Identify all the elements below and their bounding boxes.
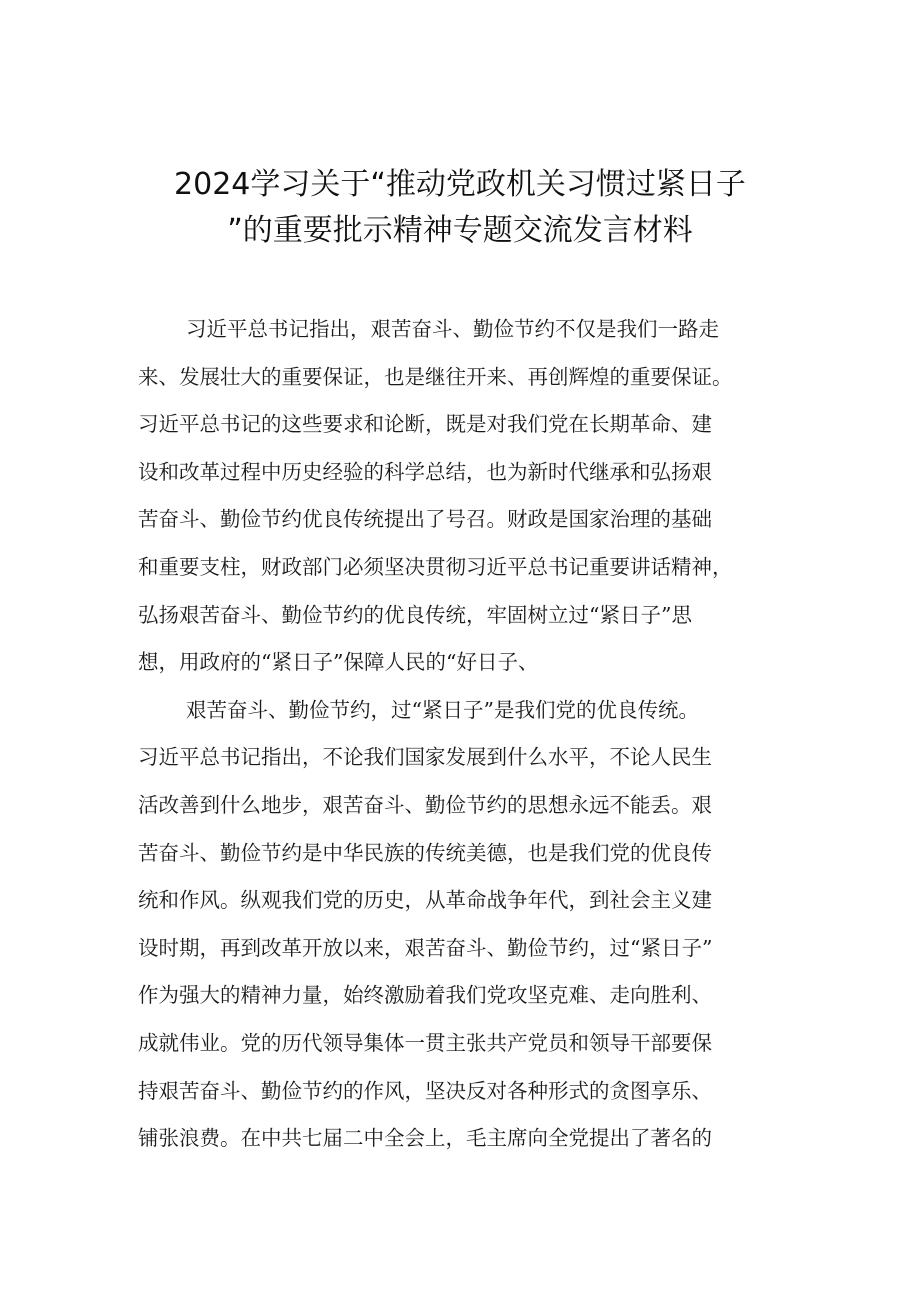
document-body — [138, 306, 798, 1163]
paragraph-line: 习近平总书记指出，艰苦奋斗、勤俭节约不仅是我们一路走 — [186, 317, 719, 341]
document-title — [120, 162, 800, 254]
paragraph-1 — [138, 306, 798, 687]
title-line-2: ”的重要批示精神专题交流发言材料 — [227, 213, 693, 248]
paragraph-line: 铺张浪费。在中共七届二中全会上，毛主席向全党提出了著名的 — [138, 1126, 712, 1151]
paragraph-line: 设和改革过程中历史经验的科学总结，也为新时代继承和弘扬艰 — [138, 459, 712, 484]
paragraph-line: 成就伟业。党的历代领导集体一贯主张共产党员和领导干部要保 — [138, 1030, 712, 1055]
paragraph-2 — [138, 687, 798, 1163]
paragraph-line: 艰苦奋斗、勤俭节约，过“紧日子”是我们党的优良传统。 — [186, 697, 699, 722]
paragraph-line: 苦奋斗、勤俭节约优良传统提出了号召。财政是国家治理的基础 — [138, 507, 712, 532]
title-line-1: 2024学习关于“推动党政机关习惯过紧日子 — [174, 167, 746, 202]
paragraph-line: 苦奋斗、勤俭节约是中华民族的传统美德，也是我们党的优良传 — [138, 840, 712, 865]
paragraph-line: 设时期，再到改革开放以来，艰苦奋斗、勤俭节约，过“紧日子” — [138, 935, 713, 960]
paragraph-line: 想，用政府的“紧日子”保障人民的“好日子、 — [138, 650, 539, 675]
paragraph-line: 活改善到什么地步，艰苦奋斗、勤俭节约的思想永远不能丢。艰 — [138, 792, 712, 817]
paragraph-line: 来、发展壮大的重要保证，也是继往开来、再创辉煌的重要保证。 — [138, 364, 733, 389]
paragraph-line: 习近平总书记的这些要求和论断，既是对我们党在长期革命、建 — [138, 412, 712, 437]
paragraph-line: 作为强大的精神力量，始终激励着我们党攻坚克难、走向胜利、 — [138, 983, 712, 1008]
paragraph-line: 弘扬艰苦奋斗、勤俭节约的优良传统，牢固树立过“紧日子”思 — [138, 602, 692, 627]
paragraph-line: 统和作风。纵观我们党的历史，从革命战争年代，到社会主义建 — [138, 888, 712, 913]
paragraph-line: 和重要支柱，财政部门必须坚决贯彻习近平总书记重要讲话精神， — [138, 554, 733, 579]
paragraph-line: 持艰苦奋斗、勤俭节约的作风，坚决反对各种形式的贪图享乐、 — [138, 1078, 712, 1103]
paragraph-line: 习近平总书记指出，不论我们国家发展到什么水平，不论人民生 — [138, 745, 712, 770]
